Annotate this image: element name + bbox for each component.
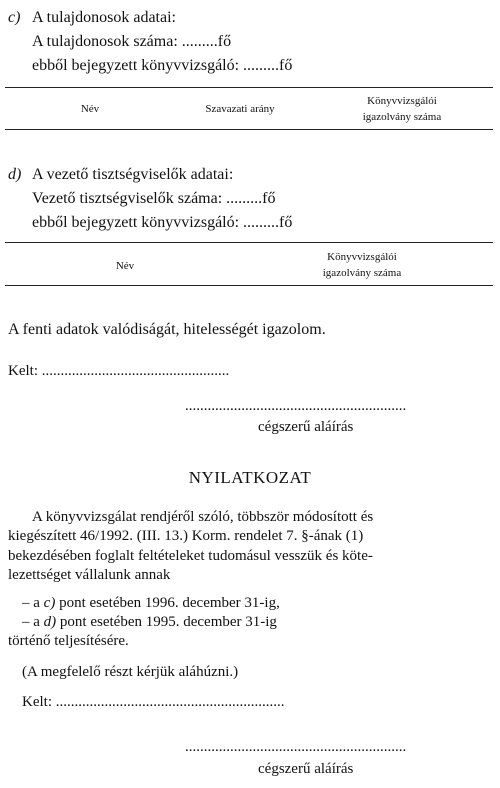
declaration-note: (A megfelelő részt kérjük aláhúzni.) <box>22 664 239 680</box>
table-d-top-rule <box>5 242 493 243</box>
owners-auditor-line: ebből bejegyzett könyvvizsgáló: .........fő <box>32 57 293 74</box>
declaration-closing: történő teljesítésére. <box>8 633 129 649</box>
table-c-header-auditor-1: Könyvvizsgálói <box>367 95 437 107</box>
table-c-bottom-rule <box>5 129 493 130</box>
table-c-header-auditor-2: igazolvány száma <box>362 111 442 123</box>
declaration-item-c: – a c) pont esetében 1996. december 31-ig, <box>22 595 280 611</box>
table-d-bottom-rule <box>5 285 493 286</box>
table-c-top-rule <box>5 87 493 88</box>
section-c-marker: c) <box>8 9 21 26</box>
section-d-title: A vezető tisztségviselők adatai: <box>32 166 234 183</box>
declaration-signature-dots: ........................................................... <box>185 739 407 755</box>
section-c-title: A tulajdonosok adatai: <box>32 9 176 26</box>
declaration-paragraph-line-4: lezettséget vállalunk annak <box>8 567 171 583</box>
certification-signature-dots: ........................................................... <box>185 398 407 414</box>
declaration-item-d: – a d) pont esetében 1995. december 31-ig <box>22 614 277 630</box>
declaration-paragraph-line-1: A könyvvizsgálat rendjéről szóló, többször módosított és <box>32 509 374 525</box>
officers-auditor-line: ebből bejegyzett könyvvizsgáló: .........fő <box>32 214 293 231</box>
certification-signature-label: cégszerű aláírás <box>258 419 354 435</box>
table-c-header-name: Név <box>80 103 100 115</box>
certification-statement: A fenti adatok valódiságát, hitelességét igazolom. <box>8 321 326 338</box>
table-c-header-vote: Szavazati arány <box>205 103 275 115</box>
declaration-kelt: Kelt: ............................................................. <box>22 694 285 710</box>
declaration-paragraph-line-2: kiegészített 46/1992. (III. 13.) Korm. rendelet 7. §-ának (1) <box>8 528 364 544</box>
owners-count-line: A tulajdonosok száma: .........fő <box>32 33 232 50</box>
declaration-heading: NYILATKOZAT <box>188 468 312 487</box>
officers-count-line: Vezető tisztségviselők száma: .........fő <box>32 190 276 207</box>
table-d-header-name: Név <box>115 260 135 272</box>
declaration-signature-label: cégszerű aláírás <box>258 761 354 777</box>
table-d-header-auditor-1: Könyvvizsgálói <box>327 251 397 263</box>
certification-kelt: Kelt: .................................................. <box>8 363 230 379</box>
section-d-marker: d) <box>8 166 22 183</box>
declaration-paragraph-line-3: bekezdésében foglalt feltételeket tudomásul vesszük és köte- <box>8 548 373 564</box>
table-d-header-auditor-2: igazolvány száma <box>322 267 402 279</box>
